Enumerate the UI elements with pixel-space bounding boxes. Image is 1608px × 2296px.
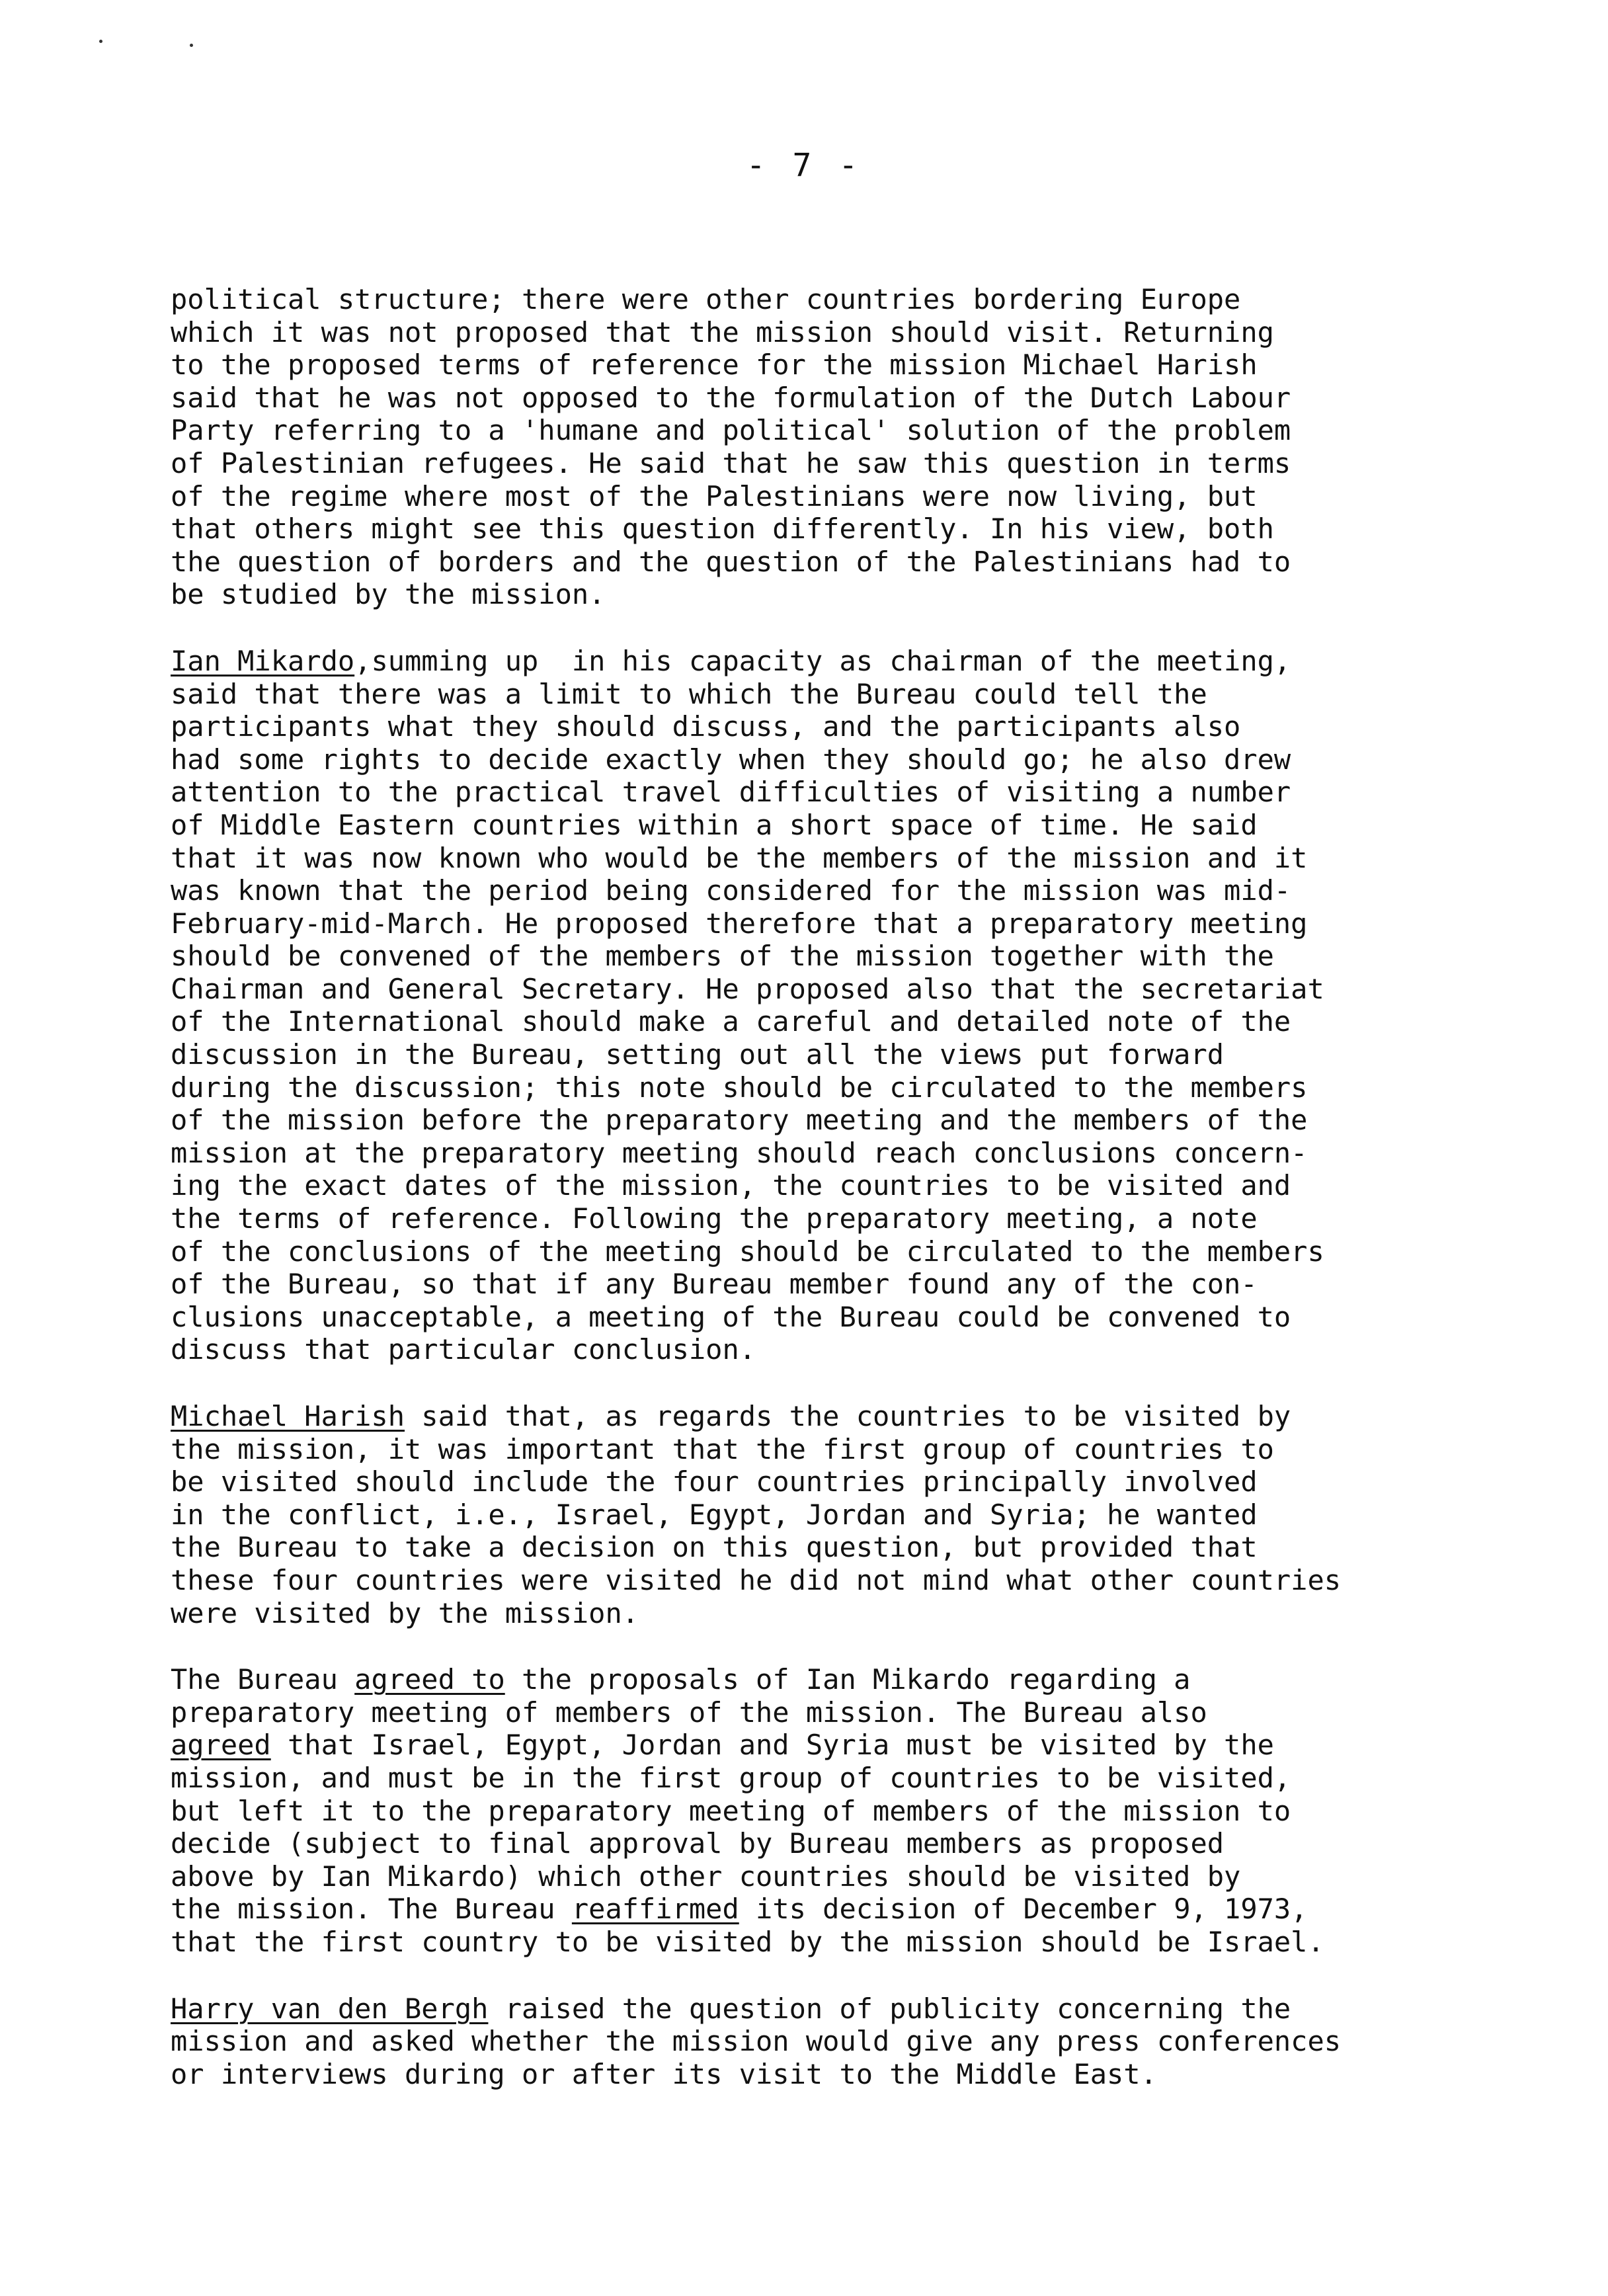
text-run: of the International should make a careful and detailed note of the	[171, 1005, 1291, 1038]
text-run: decide (subject to final approval by Bureau members as proposed	[171, 1827, 1225, 1860]
text-line	[171, 414, 1566, 447]
underlined-text: agreed to	[354, 1663, 505, 1696]
text-run: but left it to the preparatory meeting of members of the mission to	[171, 1794, 1291, 1827]
text-line	[171, 1860, 1566, 1893]
text-run: of Palestinian refugees. He said that he saw this question in terms	[171, 446, 1291, 479]
underlined-text: Michael Harish	[171, 1400, 405, 1432]
text-line	[171, 1696, 1566, 1729]
text-run: above by Ian Mikardo) which other countries should be visited by	[171, 1860, 1241, 1893]
text-run: that Israel, Egypt, Jordan and Syria must be visited by the	[270, 1729, 1274, 1762]
text-run: that it was now known who would be the members of the mission and it	[171, 841, 1308, 874]
text-run: Chairman and General Secretary. He proposed also that the secretariat	[171, 972, 1324, 1005]
text-run: be studied by the mission.	[171, 578, 606, 611]
paragraph	[171, 645, 1566, 1366]
text-run: political structure; there were other countries bordering Europe	[171, 283, 1241, 315]
text-run: mission at the preparatory meeting should reach conclusions concern-	[171, 1136, 1308, 1169]
text-line	[171, 1071, 1566, 1104]
text-run: that the first country to be visited by the mission should be Israel.	[171, 1925, 1324, 1958]
text-run: discuss that particular conclusion.	[171, 1333, 756, 1366]
text-run: said that, as regards the countries to be visited by	[405, 1400, 1291, 1432]
text-line	[171, 1992, 1566, 2026]
text-line	[171, 1531, 1566, 1564]
text-line	[171, 1202, 1566, 1235]
text-run: had some rights to decide exactly when they should go; he also drew	[171, 743, 1291, 776]
text-line	[171, 480, 1566, 513]
text-run: the mission. The Bureau	[171, 1893, 572, 1926]
text-line	[171, 1893, 1566, 1926]
underlined-text: agreed	[171, 1729, 271, 1762]
text-line	[171, 645, 1566, 678]
page-number: - 7 -	[746, 147, 862, 184]
text-line	[171, 1762, 1566, 1795]
text-line	[171, 2058, 1566, 2091]
text-run: preparatory meeting of members of the mission. The Bureau also	[171, 1696, 1207, 1729]
text-run: ing the exact dates of the mission, the countries to be visited and	[171, 1169, 1291, 1202]
underlined-text: Ian Mikardo	[171, 644, 355, 677]
text-line	[171, 1597, 1566, 1630]
text-line	[171, 973, 1566, 1006]
text-line	[171, 1104, 1566, 1137]
text-run: mission and asked whether the mission would give any press conferences	[171, 2025, 1342, 2058]
text-run: in the conflict, i.e., Israel, Egypt, Jordan and Syria; he wanted	[171, 1498, 1258, 1531]
paragraph	[171, 283, 1566, 611]
text-run: ,summing up in his capacity as chairman of the meeting,	[354, 644, 1291, 677]
text-run: these four countries were visited he did not mind what other countries	[171, 1563, 1342, 1596]
text-line	[171, 447, 1566, 480]
text-line	[171, 1235, 1566, 1268]
text-run: during the discussion; this note should be circulated to the members	[171, 1071, 1308, 1104]
underlined-text: reaffirmed	[571, 1893, 739, 1926]
document-body	[171, 283, 1566, 2124]
text-run: the proposals of Ian Mikardo regarding a	[504, 1663, 1191, 1696]
text-line	[171, 546, 1566, 579]
text-line	[171, 1498, 1566, 1532]
text-run: participants what they should discuss, and the participants also	[171, 710, 1241, 743]
text-run: clusions unacceptable, a meeting of the Bureau could be convened to	[171, 1300, 1291, 1333]
text-line	[171, 874, 1566, 907]
text-run: should be convened of the members of the mission together with the	[171, 940, 1274, 973]
paragraph	[171, 1400, 1566, 1629]
text-line	[171, 1465, 1566, 1498]
text-run: of the mission before the preparatory meeting and the members of the	[171, 1104, 1308, 1137]
text-line	[171, 1268, 1566, 1301]
text-run: of the conclusions of the meeting should be circulated to the members	[171, 1235, 1324, 1268]
text-line	[171, 1169, 1566, 1202]
margin-mark	[99, 40, 102, 43]
text-run: Party referring to a 'humane and political' solution of the problem	[171, 414, 1291, 447]
text-line	[171, 1137, 1566, 1170]
text-line	[171, 1564, 1566, 1597]
text-run: of the regime where most of the Palestinians were now living, but	[171, 479, 1258, 512]
text-line	[171, 678, 1566, 711]
text-run: said that there was a limit to which the Bureau could tell the	[171, 677, 1207, 710]
text-line	[171, 743, 1566, 776]
text-line	[171, 809, 1566, 842]
text-line	[171, 1005, 1566, 1038]
text-run: raised the question of publicity concerning the	[488, 1992, 1291, 2025]
text-run: of Middle Eastern countries within a short space of time. He said	[171, 808, 1258, 841]
text-line	[171, 907, 1566, 940]
text-line	[171, 842, 1566, 875]
text-line	[171, 1729, 1566, 1762]
paragraph	[171, 1663, 1566, 1958]
text-run: said that he was not opposed to the formulation of the Dutch Labour	[171, 381, 1291, 414]
text-run: discussion in the Bureau, setting out all the views put forward	[171, 1038, 1225, 1071]
text-line	[171, 382, 1566, 415]
text-run: The Bureau	[171, 1663, 355, 1696]
text-line	[171, 1333, 1566, 1366]
text-run: its decision of December 9, 1973,	[739, 1893, 1308, 1926]
underlined-text: Harry van den Bergh	[171, 1992, 489, 2025]
paragraph	[171, 1992, 1566, 2091]
text-line	[171, 2025, 1566, 2058]
text-line	[171, 776, 1566, 809]
text-line	[171, 578, 1566, 611]
text-line	[171, 1926, 1566, 1959]
text-run: attention to the practical travel difficulties of visiting a number	[171, 776, 1291, 809]
text-run: was known that the period being considered for the mission was mid-	[171, 874, 1291, 907]
text-run: to the proposed terms of reference for the mission Michael Harish	[171, 348, 1258, 382]
text-line	[171, 1400, 1566, 1433]
text-line	[171, 710, 1566, 743]
text-run: be visited should include the four countries principally involved	[171, 1465, 1258, 1498]
text-line	[171, 1827, 1566, 1860]
text-line	[171, 348, 1566, 382]
text-run: were visited by the mission.	[171, 1596, 639, 1629]
text-run: the question of borders and the question of the Palestinians had to	[171, 545, 1291, 578]
text-line	[171, 512, 1566, 546]
text-line	[171, 316, 1566, 349]
text-run: of the Bureau, so that if any Bureau member found any of the con-	[171, 1268, 1258, 1301]
margin-mark	[190, 44, 193, 47]
text-line	[171, 283, 1566, 316]
text-line	[171, 1433, 1566, 1466]
text-run: mission, and must be in the first group of countries to be visited,	[171, 1761, 1291, 1794]
text-line	[171, 1663, 1566, 1696]
text-line	[171, 940, 1566, 973]
text-run: the Bureau to take a decision on this question, but provided that	[171, 1531, 1258, 1564]
text-line	[171, 1301, 1566, 1334]
text-run: which it was not proposed that the mission should visit. Returning	[171, 315, 1274, 348]
text-run: the mission, it was important that the first group of countries to	[171, 1432, 1274, 1465]
text-run: February-mid-March. He proposed therefore that a preparatory meeting	[171, 907, 1308, 940]
text-run: the terms of reference. Following the preparatory meeting, a note	[171, 1202, 1258, 1235]
text-run: or interviews during or after its visit to the Middle East.	[171, 2057, 1157, 2090]
text-line	[171, 1795, 1566, 1828]
text-line	[171, 1038, 1566, 1071]
text-run: that others might see this question differently. In his view, both	[171, 512, 1274, 546]
